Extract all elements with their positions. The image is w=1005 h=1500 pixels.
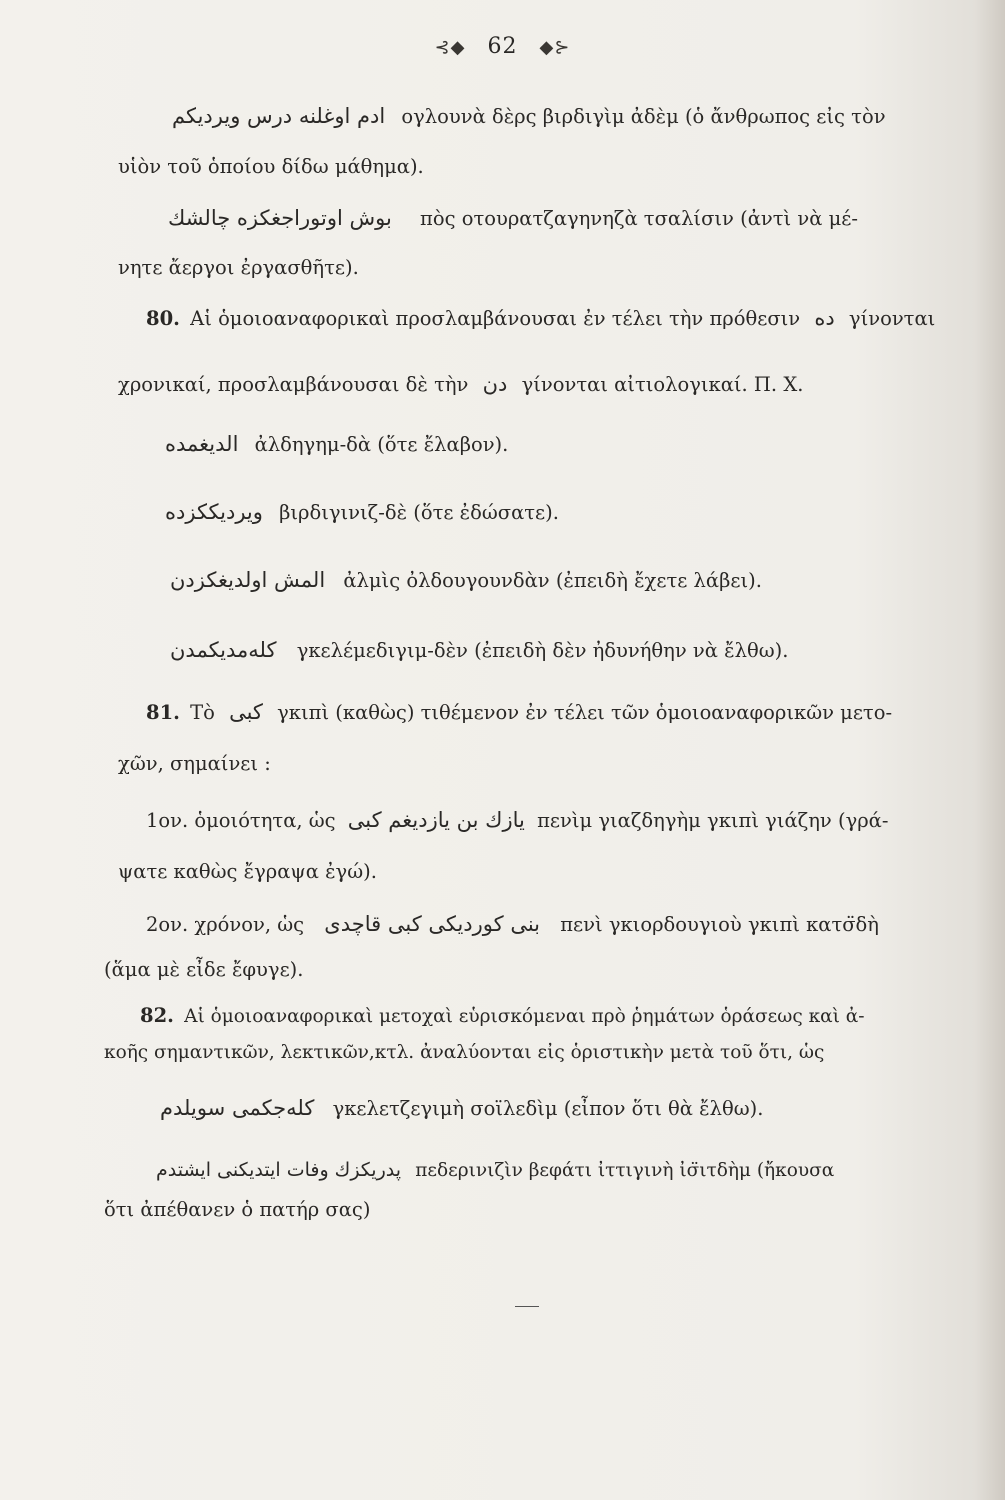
header-ornament-left: ⊰◆ bbox=[434, 37, 466, 58]
greek-text: γκελέμεδιγιμ-δὲν (ἐπειδὴ δὲν ἠδυνήθην νὰ ἔλθω). bbox=[296, 639, 789, 662]
text-line bbox=[165, 432, 508, 456]
paragraph-number: 80. bbox=[146, 307, 180, 330]
greek-text: ἀλμὶς ὀλδουγουνδὰν (ἐπειδὴ ἔχετε λάβει). bbox=[343, 569, 762, 592]
ottoman-phrase: بوش اوتوراجغکزه چالشك bbox=[168, 206, 392, 230]
greek-text: χρονικαί, προσλαμβάνουσαι δὲ τὴν bbox=[118, 373, 469, 396]
greek-text: γίνονται bbox=[848, 307, 936, 330]
text-line bbox=[146, 306, 935, 330]
text-line bbox=[104, 1198, 370, 1221]
greek-text: γίνονται αἰτιολογικαί. Π. Χ. bbox=[521, 373, 804, 396]
text-line bbox=[165, 500, 559, 524]
ottoman-phrase: کله‌جکمی سویلدم bbox=[160, 1096, 315, 1120]
header-ornament-right: ◆⊱ bbox=[539, 37, 571, 58]
text-line bbox=[104, 958, 303, 981]
ottoman-phrase: المش اولدیغکزدن bbox=[170, 568, 326, 592]
greek-text: ἀλδηγημ-δὰ (ὅτε ἔλαβον). bbox=[254, 433, 509, 456]
ottoman-phrase: بنی کوردیکی کبی قاچدی bbox=[324, 912, 541, 936]
greek-text: 1ον. ὁμοιότητα, ὡς bbox=[146, 809, 336, 832]
ottoman-phrase: ادم اوغلنه درس ویردیکم bbox=[172, 104, 386, 128]
text-line bbox=[104, 1040, 824, 1063]
text-line bbox=[118, 155, 424, 178]
greek-text: Αἱ ὁμοιοαναφορικαὶ προσλαμβάνουσαι ἐν τέλει τὴν πρόθεσιν bbox=[190, 307, 801, 330]
ottoman-phrase: پدریکزك وفات ایتدیکنی ایشتدم bbox=[156, 1159, 402, 1181]
text-line bbox=[118, 372, 803, 396]
text-line bbox=[146, 700, 892, 724]
text-line bbox=[146, 912, 879, 936]
text-line bbox=[118, 752, 271, 775]
ottoman-phrase: ده bbox=[814, 306, 835, 330]
text-line bbox=[160, 1096, 763, 1120]
footer-rule bbox=[515, 1306, 539, 1307]
ottoman-phrase: یازك بن یازدیغم کبی bbox=[347, 808, 525, 832]
greek-text: πενὶ γκιορδουγιοὺ γκιπὶ κατσ̈δὴ bbox=[560, 913, 879, 936]
text-line bbox=[118, 256, 359, 279]
greek-text: κοῆς σημαντικῶν, λεκτικῶν,κτλ. ἀναλύονται εἰς ὁριστικὴν μετὰ τοῦ ὅτι, ὡς bbox=[104, 1042, 825, 1063]
page-number: 62 bbox=[487, 34, 518, 59]
paragraph-number: 82. bbox=[140, 1004, 174, 1027]
ottoman-phrase: ویردیککزده bbox=[165, 500, 263, 524]
greek-text: χῶν, σημαίνει : bbox=[118, 752, 271, 775]
ottoman-phrase: دن bbox=[482, 372, 508, 396]
text-line bbox=[170, 638, 788, 662]
greek-text: 2ον. χρόνον, ὡς bbox=[146, 913, 305, 936]
greek-text: βιρδιγινιζ-δὲ (ὅτε ἐδώσατε). bbox=[279, 501, 559, 524]
text-line bbox=[156, 1158, 834, 1181]
greek-text: πὸς οτουρατζαγηνηζὰ τσαλίσιν (ἀντὶ νὰ μέ- bbox=[420, 207, 858, 230]
greek-text: Αἱ ὁμοιοαναφορικαὶ μετοχαὶ εὑρισκόμεναι πρὸ ῥημάτων ὁράσεως καὶ ἀ- bbox=[184, 1006, 865, 1027]
text-line bbox=[140, 1004, 865, 1027]
greek-text: πεδερινιζὶν βεφάτι ἰττιγινὴ ἰσ̈ιτδὴμ (ἤκουσα bbox=[415, 1160, 835, 1181]
greek-text: ὅτι ἀπέθανεν ὁ πατήρ σας) bbox=[104, 1198, 371, 1221]
text-line bbox=[168, 206, 858, 230]
text-line bbox=[118, 860, 377, 883]
greek-text: (ἅμα μὲ εἶδε ἔφυγε). bbox=[104, 958, 304, 981]
greek-text: γκελετζεγιμὴ σοϊλεδὶμ (εἶπον ὅτι θὰ ἔλθω). bbox=[332, 1097, 764, 1120]
greek-text: πενὶμ γιαζδηγὴμ γκιπὶ γιάζην (γρά- bbox=[537, 809, 889, 832]
greek-text: Τὸ bbox=[190, 701, 215, 724]
paragraph-number: 81. bbox=[146, 701, 180, 724]
page-header bbox=[0, 34, 1005, 59]
ottoman-phrase: الدیغمده bbox=[165, 432, 239, 456]
ottoman-phrase: کبی bbox=[229, 700, 263, 724]
greek-text: ψατε καθὼς ἔγραψα ἐγώ). bbox=[118, 860, 377, 883]
text-line bbox=[172, 104, 886, 128]
greek-text: υἱὸν τοῦ ὁποίου δίδω μάθημα). bbox=[118, 155, 424, 178]
greek-text: ογλουνὰ δὲρς βιρδιγὶμ ἀδὲμ (ὁ ἄνθρωπος εἰς τὸν bbox=[401, 105, 886, 128]
ottoman-phrase: کله‌مدیکمدن bbox=[170, 638, 277, 662]
text-line bbox=[170, 568, 762, 592]
greek-text: γκιπὶ (καθὼς) τιθέμενον ἐν τέλει τῶν ὁμοιοαναφορικῶν μετο- bbox=[277, 701, 893, 724]
greek-text: νητε ἄεργοι ἐργασθῆτε). bbox=[118, 256, 359, 279]
text-line bbox=[146, 808, 888, 832]
